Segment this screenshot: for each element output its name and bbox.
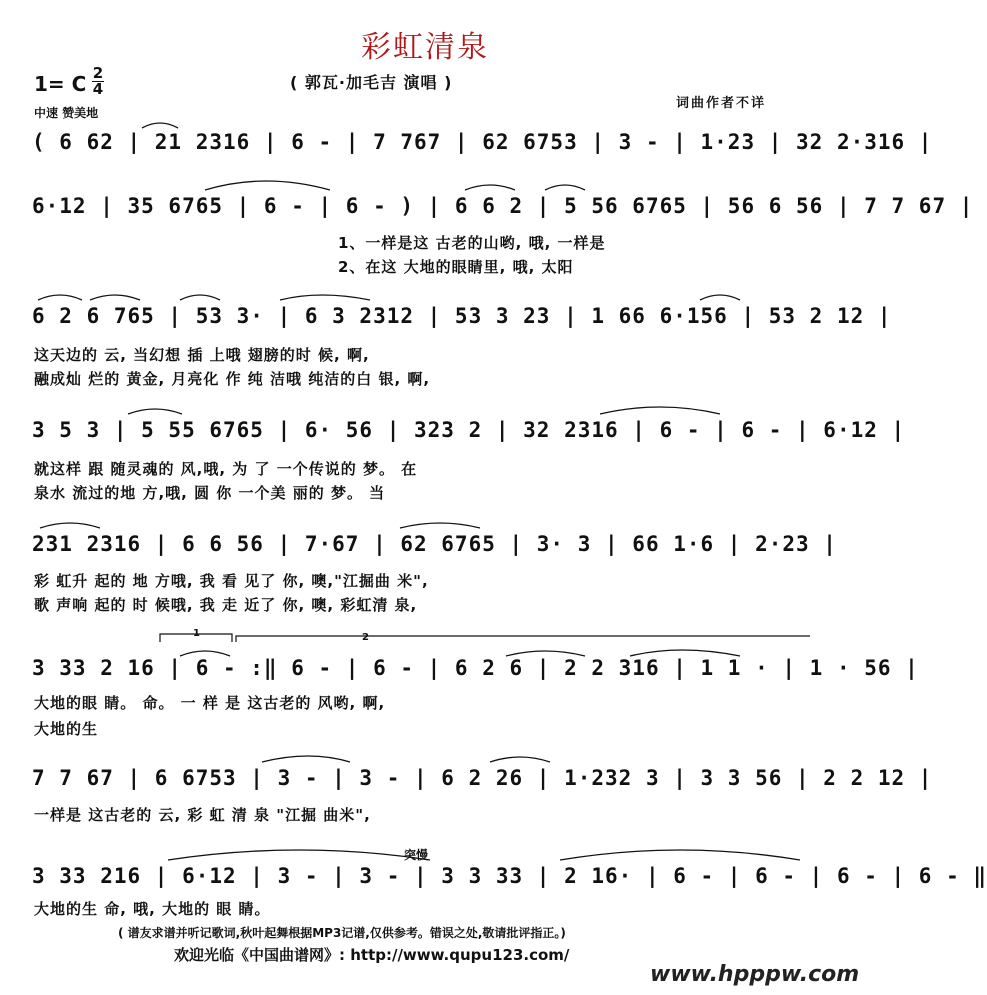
- transcription-note: ( 谱友求谱并听记歌词,秋叶起舞根据MP3记谱,仅供参考。错误之处,敬请批评指正。): [118, 926, 566, 940]
- score-line-6: 3 33 2 16 | 6 - :‖ 6 - | 6 - | 6 2 6 | 2 2 316 | 1 1 · | 1 · 56 |: [32, 656, 919, 680]
- lyric-line-3a: 这天边的 云, 当幻想 插 上哦 翅膀的时 候, 啊,: [34, 346, 370, 364]
- slur-mark: [142, 123, 178, 128]
- lyric-line-6b: 大地的生: [34, 720, 99, 738]
- composer-credit: 词曲作者不详: [676, 96, 767, 111]
- slur-mark: [180, 651, 230, 656]
- site-welcome-link[interactable]: 欢迎光临《中国曲谱网》: http://www.qupu123.com/: [174, 946, 570, 964]
- score-line-1: ( 6 62 | 21 2316 | 6 - | 7 767 | 62 6753 | 3 - | 1·23 | 32 2·316 |: [32, 130, 933, 154]
- volta-1-label: 1: [193, 628, 200, 639]
- score-line-2: 6·12 | 35 6765 | 6 - | 6 - ) | 6 6 2 | 5 56 6765 | 56 6 56 | 7 7 67 |: [32, 194, 974, 218]
- lyric-line-6a: 大地的眼 睛。 命。 一 样 是 这古老的 风哟, 啊,: [34, 694, 386, 712]
- lyric-line-3b: 融成灿 烂的 黄金, 月亮化 作 纯 洁哦 纯洁的白 银, 啊,: [34, 370, 431, 388]
- lyric-line-4b: 泉水 流过的地 方,哦, 圆 你 一个美 丽的 梦。 当: [34, 484, 386, 502]
- key-signature: 1= C: [34, 72, 87, 96]
- slur-mark: [280, 295, 370, 300]
- slur-mark: [38, 295, 82, 300]
- lyric-line-2a: 1、一样是这 古老的山哟, 哦, 一样是: [338, 234, 606, 252]
- slur-mark: [90, 295, 140, 300]
- slur-mark: [180, 295, 220, 300]
- song-title: 彩虹清泉: [361, 30, 489, 65]
- volta-1-bracket: [160, 634, 232, 642]
- score-line-7: 7 7 67 | 6 6753 | 3 - | 3 - | 6 2 26 | 1·232 3 | 3 3 56 | 2 2 12 |: [32, 766, 933, 790]
- slur-mark: [262, 756, 350, 762]
- tempo-marking: 中速 赞美地: [34, 106, 99, 120]
- slur-mark: [600, 407, 720, 414]
- singer-credit: ( 郭瓦·加毛吉 演唱 ): [290, 73, 453, 92]
- slur-mark: [506, 651, 585, 656]
- volta-2-bracket: [236, 636, 810, 642]
- slur-mark: [630, 650, 740, 656]
- slur-mark: [128, 409, 182, 414]
- slur-mark: [700, 295, 740, 300]
- slur-mark: [400, 523, 480, 528]
- slur-mark: [490, 757, 550, 762]
- meter-bottom: 4: [92, 80, 104, 98]
- score-line-8: 3 33 216 | 6·12 | 3 - | 3 - | 3 3 33 | 2 16· | 6 - | 6 - | 6 - | 6 - ‖: [32, 864, 987, 888]
- slur-mark: [40, 523, 100, 528]
- slur-mark: [465, 185, 515, 190]
- lyric-line-4a: 就这样 跟 随灵魂的 风,哦, 为 了 一个传说的 梦。 在: [34, 460, 418, 478]
- score-line-5: 231 2316 | 6 6 56 | 7·67 | 62 6765 | 3· 3 | 66 1·6 | 2·23 |: [32, 532, 837, 556]
- slur-mark: [545, 185, 585, 190]
- slur-mark: [560, 850, 800, 860]
- score-line-4: 3 5 3 | 5 55 6765 | 6· 56 | 323 2 | 32 2316 | 6 - | 6 - | 6·12 |: [32, 418, 906, 442]
- slur-mark: [205, 181, 330, 190]
- volta-2-label: 2: [362, 632, 369, 643]
- meter-top: 2: [92, 64, 104, 82]
- lyric-line-5b: 歌 声响 起的 时 候哦, 我 走 近了 你, 噢, 彩虹清 泉,: [34, 596, 418, 614]
- tempo-change-mark: 突慢: [404, 848, 429, 862]
- lyric-line-8a: 大地的生 命, 哦, 大地的 眼 睛。: [34, 900, 271, 918]
- lyric-line-7a: 一样是 这古老的 云, 彩 虹 清 泉 "江掘 曲米",: [34, 806, 371, 824]
- lyric-line-5a: 彩 虹升 起的 地 方哦, 我 看 见了 你, 噢,"江掘曲 米",: [34, 572, 429, 590]
- score-line-3: 6 2 6 765 | 53 3· | 6 3 2312 | 53 3 23 | 1 66 6·156 | 53 2 12 |: [32, 304, 892, 328]
- slur-mark: [168, 850, 430, 860]
- lyric-line-2b: 2、在这 大地的眼睛里, 哦, 太阳: [338, 258, 574, 276]
- watermark-text: www.hpppw.com: [650, 962, 860, 987]
